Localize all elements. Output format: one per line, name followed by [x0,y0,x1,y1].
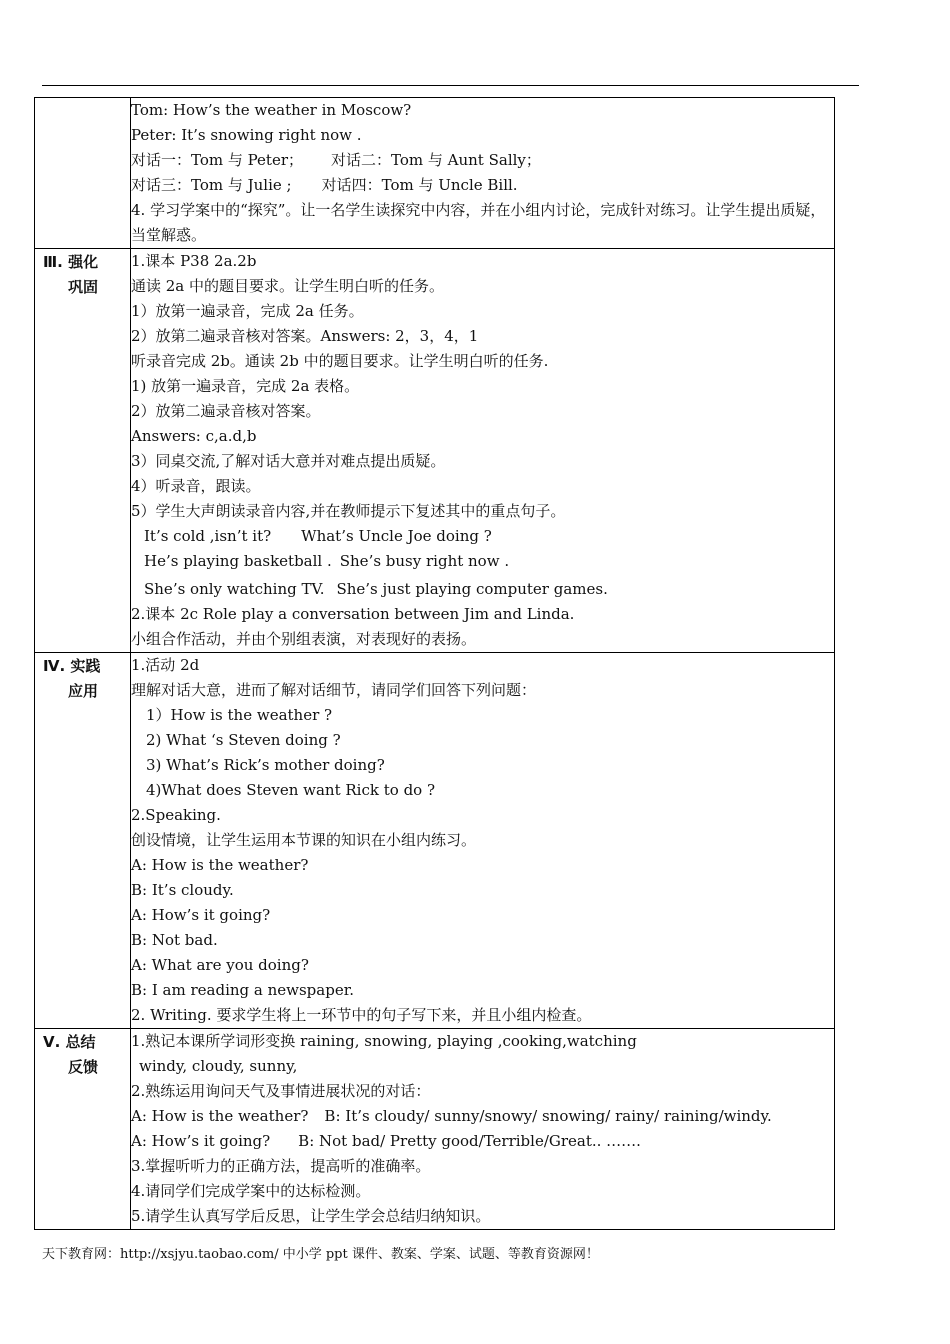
content-line: B: It’s cloudy. [131,881,234,899]
content-line: 理解对话大意，进而了解对话细节，请同学们回答下列问题： [131,681,537,699]
content-line: Answers: c,a.d,b [131,427,257,445]
section-label: Ⅴ. 总结 [43,1033,96,1051]
content-line: 2）放第二遍录音核对答案。Answers: 2，3，4，1 [131,327,479,345]
table-row [35,653,835,1029]
content-line: 听录音完成 2b。通读 2b 中的题目要求。让学生明白听的任务. [131,352,549,370]
content-line: 5）学生大声朗读录音内容,并在教师提示下复述其中的重点句子。 [131,502,566,520]
dialogue-pair-2: 对话二：Tom 与 Aunt Sally； [331,151,541,169]
table-row [35,1029,835,1230]
section-content-cell [131,98,835,249]
content-line: 3) What’s Rick’s mother doing? [146,756,385,774]
content-line: 小组合作活动，并由个别组表演，对表现好的表扬。 [131,630,477,648]
content-line: 1.熟记本课所学词形变换 raining, snowing, playing ,cooking,watching [131,1032,637,1050]
section-label-cell [35,98,131,249]
content-line: 1）How is the weather ? [146,706,333,724]
content-line: B: I am reading a newspaper. [131,981,354,999]
content-line: 3.掌握听听力的正确方法，提高听的准确率。 [131,1157,431,1175]
table-row [35,98,835,249]
content-line: 2) What ‘s Steven doing ? [146,731,341,749]
content-line: A: What are you doing? [131,956,309,974]
section-label: Ⅲ. 强化 [43,253,99,271]
content-line: 1) 放第一遍录音，完成 2a 表格。 [131,377,360,395]
content-line: Tom: How’s the weather in Moscow? [131,101,412,119]
section-content-cell [131,653,835,1029]
content-line: 4）听录音，跟读。 [131,477,261,495]
dialogue-answer: B: It’s cloudy/ sunny/snowy/ snowing/ rainy/ raining/windy. [324,1107,772,1125]
content-line: 2.熟练运用询问天气及事情进展状况的对话： [131,1082,431,1100]
content-line: 4.请同学们完成学案中的达标检测。 [131,1182,371,1200]
section-label: Ⅳ. 实践 [43,657,101,675]
content-line: 创设情境，让学生运用本节课的知识在小组内练习。 [131,831,477,849]
content-line [131,1129,834,1154]
lesson-plan-table [34,97,835,1230]
section-content-cell [131,249,835,653]
section-label-cell [35,1029,131,1230]
section-label-sub: 应用 [68,682,99,700]
content-line: Peter: It’s snowing right now . [131,126,362,144]
content-line: 1.课本 P38 2a.2b [131,252,257,270]
content-line [131,524,834,549]
content-line: 2.Speaking. [131,806,221,824]
content-line: B: Not bad. [131,931,218,949]
section-label-cell [35,653,131,1029]
header-rule [42,85,859,86]
dialogue-question: A: How’s it going? [131,1132,271,1150]
content-line [131,148,834,173]
content-line: 2）放第二遍录音核对答案。 [131,402,321,420]
page-footer: 天下教育网：http://xsjyu.taobao.com/ 中小学 ppt 课件、教案、学案、试题、等教育资源网！ [42,1247,599,1262]
table-row [35,249,835,653]
dialogue-pair-4: 对话四：Tom 与 Uncle Bill. [321,176,518,194]
content-line [131,173,834,198]
content-line: 4. 学习学案中的“探究”。让一名学生读探究中内容，并在小组内讨论，完成针对练习。让学生提出质疑，当堂解惑。 [131,201,826,244]
content-line: 2.课本 2c Role play a conversation between Jim and Linda. [131,605,575,623]
content-line: A: How’s it going? [131,906,271,924]
key-sentence: She’s only watching TV. [144,580,325,598]
section-label-cell [35,249,131,653]
content-line: 4)What does Steven want Rick to do ? [146,781,436,799]
dialogue-pair-3: 对话三：Tom 与 Julie ; [131,176,292,194]
key-sentence: He’s playing basketball . [144,552,332,570]
content-line: A: How is the weather? [131,856,309,874]
key-sentence: It’s cold ,isn’t it? [144,527,272,545]
section-label-sub: 反馈 [68,1058,99,1076]
section-label-sub: 巩固 [68,278,99,296]
section-content-cell [131,1029,835,1230]
content-line: 1.活动 2d [131,656,200,674]
key-sentence: She’s just playing computer games. [336,580,608,598]
content-line [131,574,834,602]
content-line: 5.请学生认真写学后反思，让学生学会总结归纳知识。 [131,1207,491,1225]
content-line: 1）放第一遍录音，完成 2a 任务。 [131,302,364,320]
content-line: 通读 2a 中的题目要求。让学生明白听的任务。 [131,277,445,295]
dialogue-answer: B: Not bad/ Pretty good/Terrible/Great.. ……. [298,1132,641,1150]
content-line: windy, cloudy, sunny, [139,1057,298,1075]
key-sentence: She’s busy right now . [339,552,510,570]
content-line: 3）同桌交流,了解对话大意并对难点提出质疑。 [131,452,446,470]
dialogue-pair-1: 对话一：Tom 与 Peter； [131,151,304,169]
key-sentence: What’s Uncle Joe doing ? [301,527,492,545]
content-line: 2. Writing. 要求学生将上一环节中的句子写下来，并且小组内检查。 [131,1006,592,1024]
dialogue-question: A: How is the weather? [131,1107,309,1125]
content-line [131,549,834,574]
content-line [131,1104,834,1129]
